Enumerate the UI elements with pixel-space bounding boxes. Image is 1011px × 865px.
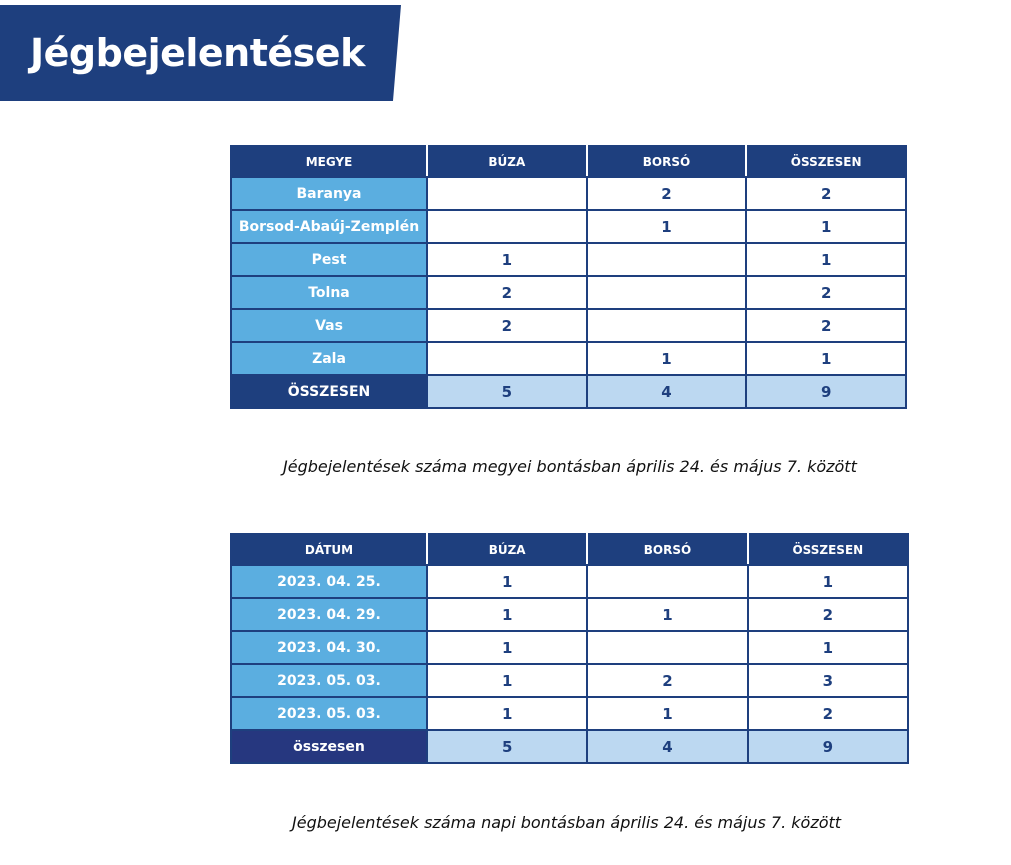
cell-wheat: 1: [427, 243, 587, 276]
cell-wheat: [427, 342, 587, 375]
cell-pea: 1: [587, 598, 747, 631]
cell-wheat: 1: [427, 598, 587, 631]
column-header-wheat: BÚZA: [427, 534, 587, 565]
row-label: Zala: [231, 342, 427, 375]
column-header-total: ÖSSZESEN: [746, 146, 906, 177]
cell-pea: 1: [587, 342, 747, 375]
table-row: [231, 342, 906, 375]
cell-pea: 1: [587, 697, 747, 730]
total-pea: 4: [587, 375, 747, 408]
daily-hail-table: [230, 533, 909, 764]
row-label: Borsod-Abaúj-Zemplén: [231, 210, 427, 243]
cell-pea: 2: [587, 664, 747, 697]
cell-pea: [587, 309, 747, 342]
table-row: [231, 631, 908, 664]
cell-total: 2: [748, 598, 908, 631]
cell-pea: 1: [587, 210, 747, 243]
cell-wheat: 1: [427, 664, 587, 697]
cell-total: 1: [746, 243, 906, 276]
table-header-row: [231, 534, 908, 565]
cell-wheat: [427, 210, 587, 243]
county-hail-table: [230, 145, 907, 409]
row-label: Pest: [231, 243, 427, 276]
table-row: [231, 210, 906, 243]
row-label: Baranya: [231, 177, 427, 210]
column-header-pea: BORSÓ: [587, 534, 747, 565]
table-row: [231, 565, 908, 598]
row-label: Vas: [231, 309, 427, 342]
column-header-wheat: BÚZA: [427, 146, 587, 177]
table-row: [231, 276, 906, 309]
cell-total: 2: [748, 697, 908, 730]
cell-pea: 2: [587, 177, 747, 210]
table-row: [231, 664, 908, 697]
cell-total: 1: [748, 565, 908, 598]
column-header-pea: BORSÓ: [587, 146, 747, 177]
total-row-label: összesen: [231, 730, 427, 763]
table-row: [231, 309, 906, 342]
table-row: [231, 598, 908, 631]
total-wheat: 5: [427, 375, 587, 408]
total-row-label: ÖSSZESEN: [231, 375, 427, 408]
column-header-county: MEGYE: [231, 146, 427, 177]
cell-total: 2: [746, 276, 906, 309]
cell-wheat: [427, 177, 587, 210]
total-overall: 9: [746, 375, 906, 408]
table-row: [231, 177, 906, 210]
row-label: 2023. 04. 30.: [231, 631, 427, 664]
cell-total: 2: [746, 309, 906, 342]
table-total-row: [231, 375, 906, 408]
table-row: [231, 243, 906, 276]
cell-pea: [587, 565, 747, 598]
table-header-row: [231, 146, 906, 177]
cell-total: 1: [746, 210, 906, 243]
cell-pea: [587, 631, 747, 664]
cell-total: 2: [746, 177, 906, 210]
cell-total: 1: [746, 342, 906, 375]
row-label: 2023. 05. 03.: [231, 697, 427, 730]
row-label: Tolna: [231, 276, 427, 309]
table-row: [231, 697, 908, 730]
cell-wheat: 1: [427, 565, 587, 598]
row-label: 2023. 04. 29.: [231, 598, 427, 631]
total-overall: 9: [748, 730, 908, 763]
total-pea: 4: [587, 730, 747, 763]
cell-pea: [587, 276, 747, 309]
page-title: Jégbejelentések: [30, 31, 365, 75]
table-total-row: [231, 730, 908, 763]
cell-pea: [587, 243, 747, 276]
row-label: 2023. 05. 03.: [231, 664, 427, 697]
column-header-total: ÖSSZESEN: [748, 534, 908, 565]
column-header-date: DÁTUM: [231, 534, 427, 565]
total-wheat: 5: [427, 730, 587, 763]
cell-wheat: 1: [427, 697, 587, 730]
cell-total: 3: [748, 664, 908, 697]
cell-wheat: 2: [427, 276, 587, 309]
row-label: 2023. 04. 25.: [231, 565, 427, 598]
county-table-caption: Jégbejelentések száma megyei bontásban április 24. és május 7. között: [283, 457, 857, 476]
cell-total: 1: [748, 631, 908, 664]
daily-table-caption: Jégbejelentések száma napi bontásban április 24. és május 7. között: [292, 813, 842, 832]
cell-wheat: 1: [427, 631, 587, 664]
cell-wheat: 2: [427, 309, 587, 342]
